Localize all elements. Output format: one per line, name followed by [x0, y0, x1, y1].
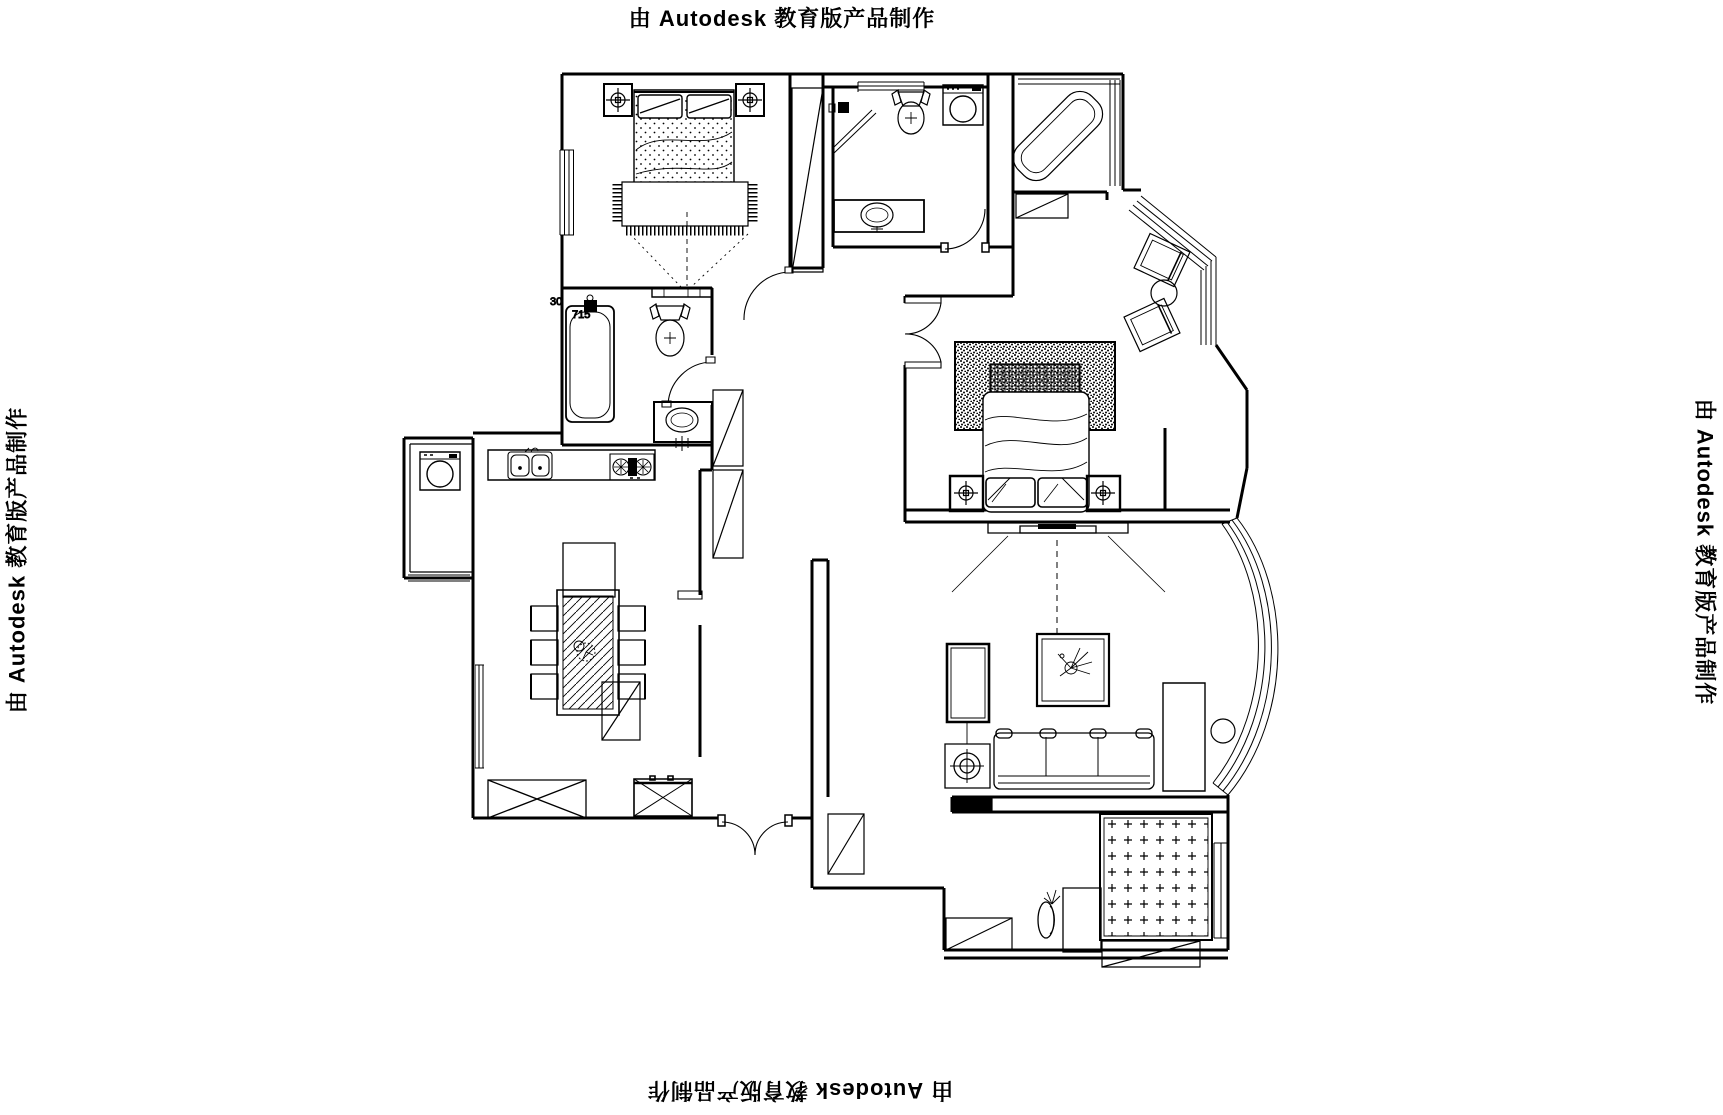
master-double-door	[905, 297, 941, 368]
watermark-right: 由 Autodesk 教育版产品制作	[1692, 398, 1718, 706]
gas-stove-2-burner	[610, 454, 654, 480]
bedside-table-right	[736, 84, 764, 116]
bedside-table-left	[604, 84, 632, 116]
storage-cabinet-diagonal	[946, 918, 1012, 950]
storage-cabinet-diagonal	[488, 780, 586, 818]
bedroom1-window	[559, 150, 574, 235]
vanity-basin	[834, 200, 924, 232]
storage-cabinet-diagonal	[828, 814, 864, 874]
bedroom1-door	[744, 267, 793, 320]
sideboard	[563, 543, 615, 597]
tv-back-panel	[952, 523, 1165, 633]
study-top-window	[1018, 79, 1120, 84]
entry-double-door	[722, 822, 788, 855]
wardrobe-door-panel	[792, 88, 823, 272]
stool	[1211, 719, 1235, 743]
dining-window	[474, 665, 486, 768]
study-right-window	[1110, 80, 1120, 186]
lounge-chair	[1124, 298, 1180, 351]
utility-washing-machine	[420, 452, 460, 490]
master-bed	[983, 392, 1089, 512]
area-rug-fringed	[617, 182, 753, 231]
toilet	[892, 90, 930, 134]
daybed	[1006, 84, 1109, 187]
shower-corner	[829, 102, 876, 154]
watermark-left: 由 Autodesk 教育版产品制作	[4, 406, 30, 714]
cross-hatch-mat	[1100, 814, 1212, 940]
watermark-bottom: 由 Autodesk 教育版产品制作	[646, 1078, 954, 1103]
doors	[662, 209, 985, 855]
living-room	[945, 523, 1235, 791]
bathroom2	[550, 295, 712, 451]
desk	[1063, 888, 1101, 952]
wardrobe	[1016, 194, 1068, 218]
balcony-right-window	[1214, 843, 1228, 938]
lamp-end-table	[945, 722, 990, 788]
coffee-table	[1037, 634, 1109, 706]
side-table	[947, 644, 989, 722]
study-room	[1006, 84, 1190, 351]
table-plant	[1058, 648, 1092, 676]
toilet	[650, 304, 690, 356]
bathroom1-door	[945, 209, 985, 249]
dim-30: 30	[550, 296, 563, 308]
master-bedroom	[950, 342, 1120, 512]
sofa-3-seat	[994, 729, 1154, 789]
desk-chair	[1038, 902, 1055, 938]
bedside-table-left	[950, 476, 983, 511]
kitchen-double-sink	[508, 448, 552, 479]
dining-pocket-door	[678, 591, 702, 599]
console-table	[1163, 683, 1205, 791]
lounge-chair	[1134, 233, 1190, 286]
dim-715: 715	[572, 309, 591, 321]
bedside-table-right	[1087, 476, 1120, 511]
watermark-top: 由 Autodesk 教育版产品制作	[628, 6, 936, 31]
dining-room	[488, 543, 864, 874]
bay-window-living	[1213, 518, 1278, 795]
bathroom2-door	[662, 357, 715, 407]
bathroom1-window	[858, 81, 924, 93]
shoe-cabinet	[634, 776, 692, 816]
storage-cabinet-diagonal	[1102, 941, 1200, 967]
balcony	[946, 814, 1212, 967]
dining-table-glass	[557, 590, 619, 715]
bathroom1	[829, 85, 983, 232]
kitchen	[420, 448, 655, 490]
washing-machine	[943, 85, 983, 125]
